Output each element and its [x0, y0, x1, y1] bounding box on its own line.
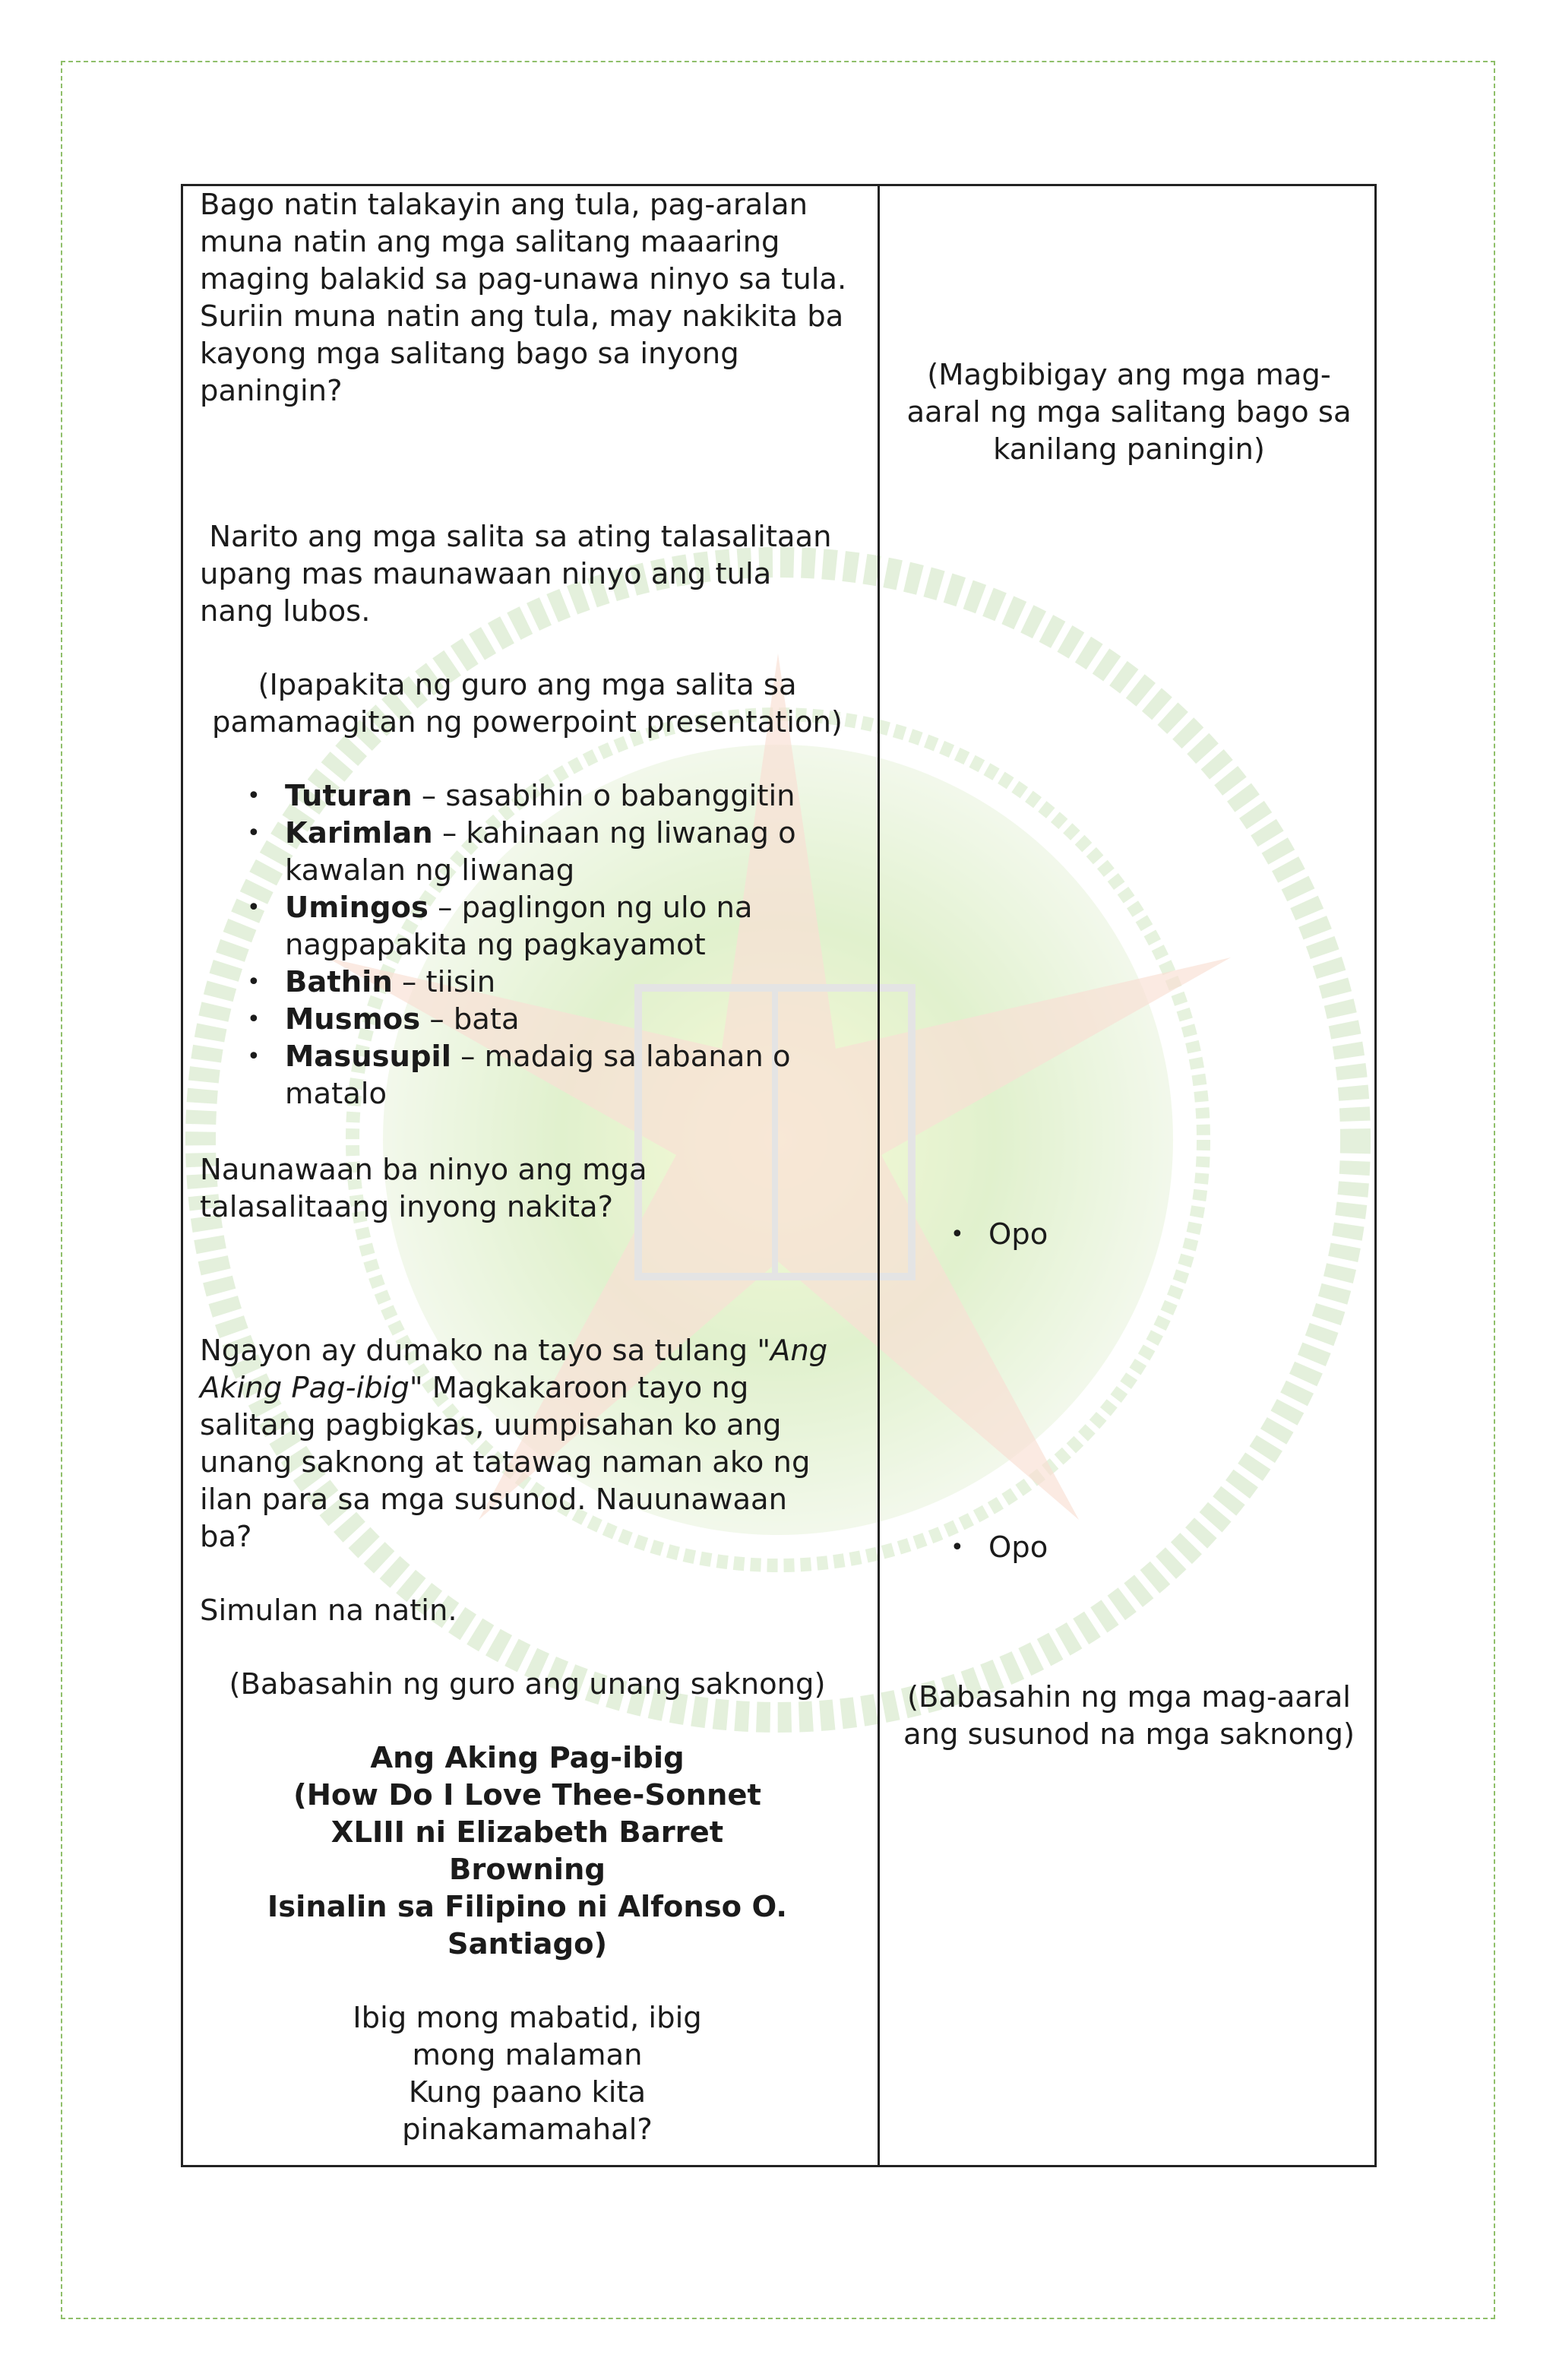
text-line: unang saknong at tatawag naman ako ng	[200, 1445, 811, 1480]
vocab-definition: – tiisin	[392, 965, 496, 999]
text-line: XLIII ni Elizabeth Barret	[330, 1815, 724, 1850]
vocab-item	[200, 815, 796, 889]
vocab-item	[200, 889, 796, 964]
text-run: Magkakaroon tayo ng	[422, 1371, 749, 1405]
vocab-item	[200, 777, 796, 815]
vocabulary-list	[200, 777, 796, 1112]
bullet-icon: •	[950, 1221, 964, 1248]
text-line: upang mas maunawaan ninyo ang tula	[200, 557, 772, 591]
text-line: (How Do I Love Thee-Sonnet	[293, 1778, 761, 1812]
vocab-definition-cont: kawalan ng liwanag	[285, 853, 575, 888]
vocab-definition: – madaig sa labanan o	[451, 1040, 791, 1074]
text-line: talasalitaang inyong nakita?	[200, 1190, 614, 1224]
vocab-term: Tuturan	[285, 779, 413, 813]
bullet-icon: •	[247, 969, 261, 995]
bullet-icon: •	[247, 1043, 261, 1070]
text-line: Bago natin talakayin ang tula, pag-aralan	[200, 188, 808, 222]
text-line: pinakamamahal?	[402, 2113, 653, 2147]
text-line: pamamagitan ng powerpoint presentation)	[212, 705, 843, 739]
bullet-icon: •	[247, 1006, 261, 1033]
bullet-icon: •	[247, 820, 261, 847]
poem-title-inline: Ang	[770, 1334, 828, 1368]
text-line: muna natin ang mga salitang maaaring	[200, 225, 780, 259]
vocab-item	[200, 964, 796, 1001]
answer-item	[943, 1529, 1048, 1566]
vocab-definition: – bata	[420, 1002, 520, 1037]
poem-title-inline: Aking Pag-ibig"	[200, 1371, 423, 1405]
text-run: Ngayon ay dumako na tayo sa tulang "	[200, 1334, 771, 1368]
vocab-term: Masusupil	[285, 1040, 451, 1074]
text-line: Kung paano kita	[408, 2075, 647, 2109]
bullet-icon: •	[950, 1534, 964, 1561]
text-line: Ibig mong mabatid, ibig	[353, 2001, 702, 2035]
text-line: Simulan na natin.	[200, 1594, 457, 1628]
answer-item	[943, 1216, 1048, 1253]
text-line: mong malaman	[412, 2038, 643, 2072]
text-line: Narito ang mga salita sa ating talasalitaan	[200, 520, 832, 554]
answer-text: Opo	[988, 1530, 1048, 1565]
text-line: ang susunod na mga saknong)	[903, 1717, 1355, 1752]
text-line: (Babasahin ng mga mag-aaral	[906, 1680, 1352, 1714]
vocab-item	[200, 1038, 796, 1112]
vocab-term: Bathin	[285, 965, 393, 999]
answer-list-1	[943, 1216, 1048, 1253]
answer-list-2	[943, 1529, 1048, 1566]
text-line: Naunawaan ba ninyo ang mga	[200, 1153, 647, 1187]
vocab-term: Umingos	[285, 891, 429, 925]
text-line	[200, 1332, 827, 1369]
text-line: aaral ng mga salitang bago sa	[906, 395, 1352, 429]
text-line: nang lubos.	[200, 594, 371, 628]
vocab-item	[200, 1001, 796, 1038]
lesson-table	[181, 184, 1377, 2167]
text-line: kanilang paningin)	[993, 432, 1265, 467]
vocab-definition-cont: nagpapakita ng pagkayamot	[285, 928, 706, 962]
text-line: ba?	[200, 1520, 252, 1554]
text-line	[200, 1369, 748, 1407]
text-line: ilan para sa mga susunod. Nauunawaan	[200, 1483, 788, 1517]
bullet-icon: •	[247, 783, 261, 809]
vocab-term: Musmos	[285, 1002, 421, 1037]
answer-text: Opo	[988, 1217, 1048, 1252]
vocab-definition: – kahinaan ng liwanag o	[432, 816, 796, 850]
text-line: kayong mga salitang bago sa inyong	[200, 337, 739, 371]
text-line: salitang pagbigkas, uumpisahan ko ang	[200, 1408, 782, 1442]
text-line: Ang Aking Pag-ibig	[370, 1741, 685, 1775]
text-line: maging balakid sa pag-unawa ninyo sa tula.	[200, 262, 847, 296]
bullet-icon: •	[247, 894, 261, 921]
text-line: Browning	[449, 1853, 606, 1887]
column-divider	[878, 186, 880, 2165]
vocab-definition-cont: matalo	[285, 1077, 387, 1111]
text-line: Suriin muna natin ang tula, may nakikita ba	[200, 299, 844, 334]
vocab-term: Karimlan	[285, 816, 433, 850]
vocab-definition: – sasabihin o babanggitin	[412, 779, 795, 813]
text-line: Santiago)	[447, 1927, 608, 1961]
vocab-definition: – paglingon ng ulo na	[428, 891, 753, 925]
text-line: (Magbibigay ang mga mag-	[927, 358, 1331, 392]
text-line: Isinalin sa Filipino ni Alfonso O.	[267, 1890, 788, 1924]
text-line: (Ipapakita ng guro ang mga salita sa	[258, 668, 797, 702]
read-first-note: (Babasahin ng guro ang unang saknong)	[229, 1667, 826, 1701]
text-line: paningin?	[200, 374, 343, 408]
